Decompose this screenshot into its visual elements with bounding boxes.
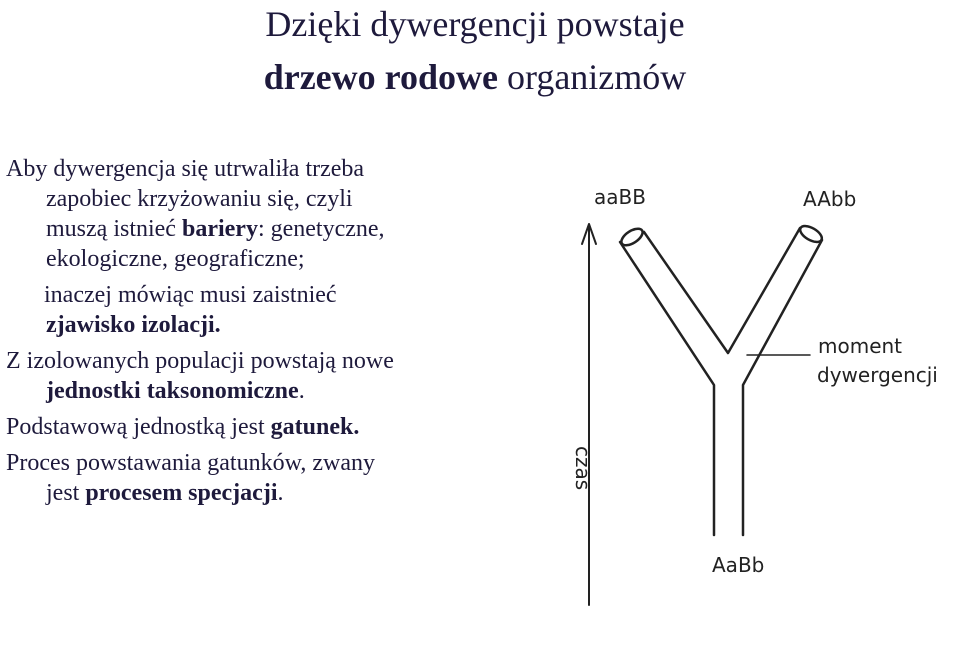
divergence-diagram <box>540 170 960 620</box>
p1-line-2: zapobiec krzyżowaniu się, czyli <box>46 186 353 212</box>
annotation-line-2: dywergencji <box>817 363 938 387</box>
genotype-top-right: AAbb <box>803 187 857 211</box>
term-specjacja: procesem specjacji <box>85 480 278 506</box>
right-branch-tip <box>798 223 825 245</box>
term-izolacja: zjawisko izolacji. <box>46 312 221 338</box>
p5-line-1: Proces powstawania gatunków, zwany <box>6 450 376 476</box>
title-line-1: Dzięki dywergencji powstaje <box>265 4 685 44</box>
term-gatunek: gatunek. <box>270 414 360 440</box>
p4-line <box>6 412 536 442</box>
p2-line-1: inaczej mówiąc musi zaistnieć <box>44 282 337 308</box>
left-branch-tip <box>619 225 646 248</box>
inner-fork-outline <box>644 228 800 353</box>
title-line-2-rest: organizmów <box>497 57 687 97</box>
p5-line-2-pre: jest <box>46 480 86 506</box>
term-jednostki: jednostki taksonomiczne <box>46 378 299 404</box>
p3-line-2 <box>6 376 536 406</box>
p3-line-2-post: . <box>298 378 305 404</box>
term-bariery: bariery <box>181 216 258 242</box>
p1-line-1: Aby dywergencja się utrwaliła trzeba <box>6 156 365 182</box>
p2-line-2 <box>6 310 536 340</box>
p1-line-3 <box>6 214 536 244</box>
p5-line-2-post: . <box>277 480 284 506</box>
genotype-bottom: AaBb <box>712 553 765 577</box>
title-line-2 <box>0 55 950 100</box>
annotation-line-1: moment <box>818 334 903 358</box>
p5-line-2 <box>6 478 536 508</box>
p4-pre: Podstawową jednostką jest <box>6 414 271 440</box>
p3-line-1: Z izolowanych populacji powstają nowe <box>6 348 394 374</box>
genotype-top-left: aaBB <box>594 185 646 209</box>
p1-line-4: ekologiczne, geograficzne; <box>46 246 305 272</box>
trunk-right-branch-outline <box>743 240 822 535</box>
time-axis-label: czas <box>571 446 595 491</box>
p1-line-3-pre: muszą istnieć <box>46 216 182 242</box>
p1-line-3-post: : genetyczne, <box>257 216 385 242</box>
title-bold-term: drzewo rodowe <box>263 57 498 97</box>
trunk-left-branch-outline <box>620 242 714 535</box>
body-text <box>6 154 536 508</box>
